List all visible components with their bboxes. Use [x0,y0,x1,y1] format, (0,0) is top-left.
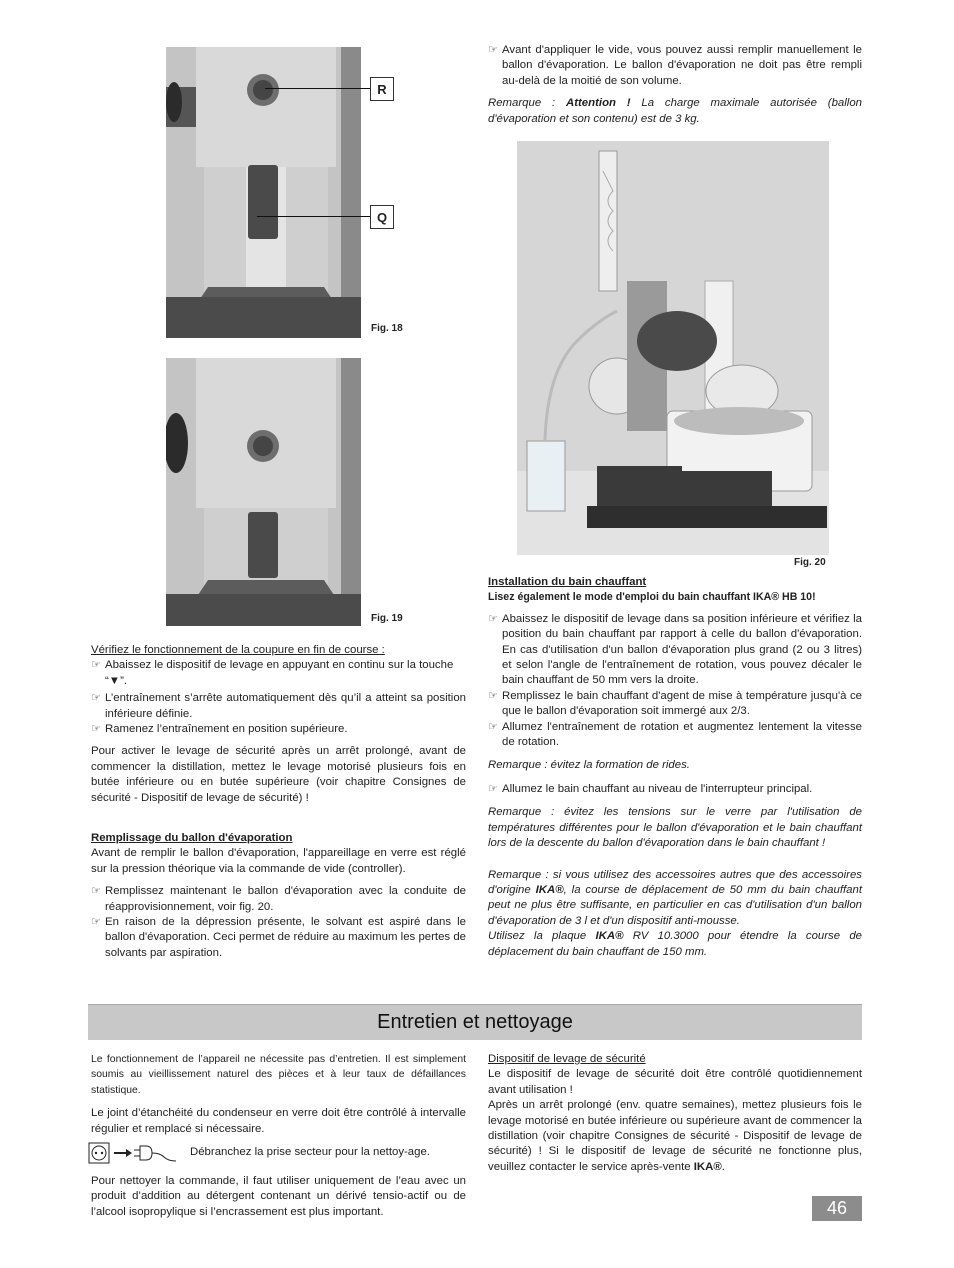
left-column-lower [91,831,466,961]
figure-20-photo [517,141,829,555]
unplug-row [91,1142,466,1164]
bath-subtitle: Lisez également le mode d'emploi du bain chauffant IKA® HB 10! [488,591,816,604]
unplug-icon [88,1142,188,1164]
remark-attention: Remarque : Attention ! La charge maximale autorisée (ballon d'évaporation et son contenu) est de 3 kg. [488,97,862,125]
bath-title: Installation du bain chauffant [488,576,647,588]
callout-r: R [370,77,394,101]
right-column-top [488,43,862,127]
bath-item: ☞ Allumez l'entraînement de rotation et augmentez lentement la vitesse de rotation. [488,720,862,749]
bath-item: ☞ Remplissez le bain chauffant d'agent de mise à température jusqu'à ce que le ballon d'évaporation soit immergé aux 2/3. [488,689,862,718]
rotary-evaporator-lowered-image [166,358,361,626]
unplug-text: Débranchez la prise secteur pour la nettoy-age. [190,1146,430,1159]
figure-19-label: Fig. 19 [371,613,403,624]
power-item: ☞ Allumez le bain chauffant au niveau de l'interrupteur principal. [488,782,862,797]
lifting-p2: Après un arrêt prolongé (env. quatre semaines), mettez plusieurs fois le levage motorisé en butée inférieure ou supérieure avant de commencer la distillation (voir chapitre Consignes de sécurité - Dispositif de levage de sécurité) ! Si le dispositif de levage de sécurité ne fonctionne plus, veuillez contacter le service après-vente IKA®. [488,1099,862,1173]
hand-pointer-icon: ☞ [488,689,498,702]
fill-title: Remplissage du ballon d'évaporation [91,832,293,844]
maintenance-p1: Le fonctionnement de l’appareil ne nécessite pas d’entretien. Il est simplement soumis au vieillissement naturel des pièces et à leur taux de défaillances statistique. [91,1054,466,1096]
hand-pointer-icon: ☞ [91,885,101,898]
hand-pointer-icon: ☞ [488,782,498,795]
figure-18-label: Fig. 18 [371,323,403,334]
rotary-evaporator-full-image [517,141,829,555]
remark-accessories: Remarque : si vous utilisez des accessoires autres que des accessoires d'origine IKA®, la course de déplacement de 50 mm du bain chauffant peut ne plus être suffisante, en particulier en cas d'utilisation d'un ballon d'évaporation de 3 l et d'un dispositif anti-mousse. [488,868,862,927]
fill-item: ☞ Remplissez maintenant le ballon d'évaporation avec la conduite de réapprovisionnement, voir fig. 20. [91,885,466,913]
vacuum-item: ☞ Avant d'appliquer le vide, vous pouvez aussi remplir manuellement le ballon d'évaporation. Le ballon d'évaporation ne doit pas être rempli au-delà de la moitié de son volume. [488,44,862,87]
right-column-bottom [488,575,862,960]
check-item: ☞ Ramenez l’entraînement en position supérieure. [91,722,466,737]
safety-paragraph: Pour activer le levage de sécurité après un arrêt prolongé, avant de commencer la distillation, mettez le levage motorisé plusieurs fois en butée inférieure ou en butée supérieure (voir chapitre Consignes de sécurité - Dispositif de levage de sécurité) ! [91,745,466,804]
callout-line-q [257,216,370,217]
hand-pointer-icon: ☞ [91,692,101,705]
maintenance-p2: Le joint d’étanchéité du condenseur en verre doit être contrôlé à intervalle régulier et remplacé si nécessaire. [91,1107,466,1135]
maintenance-p3: Pour nettoyer la commande, il faut utiliser uniquement de l’eau avec un produit d’addition au détergent contenant un dérivé tensio-actif ou de l’alcool isopropylique si l’encrassement est plus important. [91,1175,466,1218]
hand-pointer-icon: ☞ [91,916,101,929]
lifting-title: Dispositif de levage de sécurité [488,1053,646,1065]
check-item: ☞ L’entraînement s’arrête automatiquement dès qu’il a atteint sa position inférieure définie. [91,692,466,720]
rotary-evaporator-base-image [166,47,361,338]
section-header [88,1004,862,1040]
hand-pointer-icon: ☞ [91,659,101,672]
remark-ridges: Remarque : évitez la formation de rides. [488,759,690,772]
hand-pointer-icon: ☞ [488,612,498,625]
section-title: Entretien et nettoyage [377,1011,573,1033]
hand-pointer-icon: ☞ [488,720,498,733]
lifting-p1: Le dispositif de levage de sécurité doit être contrôlé quotidiennement avant utilisation ! [488,1068,862,1096]
figure-18-photo [166,47,361,338]
callout-line-r [265,88,370,89]
callout-q: Q [370,205,394,229]
fill-item: ☞ En raison de la dépression présente, le solvant est aspiré dans le ballon d'évaporation. Ceci permet de réduire au maximum les pertes de solvants par aspiration. [91,916,466,959]
check-title: Vérifiez le fonctionnement de la coupure en fin de course : [91,644,385,656]
fill-paragraph: Avant de remplir le ballon d'évaporation, l'appareillage en verre est réglé sur la pression théorique via la commande de vide (controller). [91,847,466,875]
left-column-upper [91,643,466,806]
page-number: 46 [812,1196,862,1221]
maintenance-left [91,1052,466,1220]
hand-pointer-icon: ☞ [91,723,101,736]
remark-glass-tension: Remarque : évitez les tensions sur le verre par l'utilisation de températures différentes pour le ballon d'évaporation et le bain chauffant lors de la descente du ballon d'évaporation dans le bain chauffant ! [488,806,862,850]
figure-20-label: Fig. 20 [794,557,826,568]
hand-pointer-icon: ☞ [488,44,498,56]
maintenance-right [488,1052,862,1175]
figure-19-photo [166,358,361,626]
bath-item: ☞ Abaissez le dispositif de levage dans sa position inférieure et vérifiez la position du bain chauffant par rapport à celle du ballon d'évaporation. En cas d'utilisation d'un ballon d'évaporation plus grand (2 ou 3 litres) et selon l'angle de l'entraînement de rotation, vous pouvez décaler le bain chauffant de 50 mm vers la droite. [488,612,862,687]
remark-plate: Utilisez la plaque IKA® RV 10.3000 pour étendre la course de déplacement du bain chauffant de 150 mm. [488,930,862,958]
check-item: ☞ Abaissez le dispositif de levage en appuyant en continu sur la touche “▼”. [91,659,454,687]
